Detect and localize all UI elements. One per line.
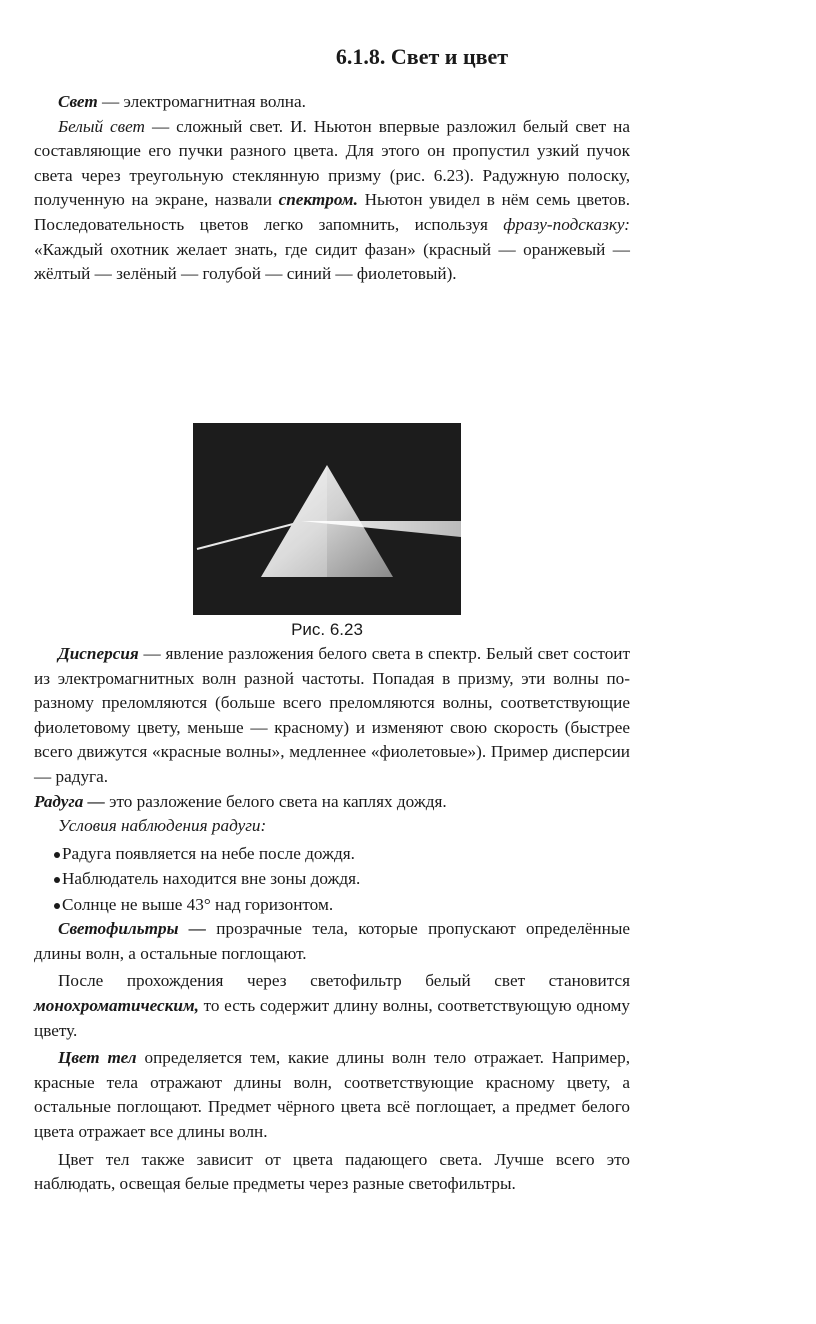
condition-text: Радуга появляется на небе после дождя. (62, 843, 355, 863)
prism-illustration (193, 423, 461, 615)
list-item (34, 841, 630, 867)
white-light-text-b: Ньютон увидел в нём семь цветов. Последовательность цветов легко запомнить, используя (34, 190, 630, 234)
term-white-light: Белый свет (58, 116, 145, 136)
white-light-text-a: — сложный свет. И. Ньютон впервые разложил белый свет на составляющие его пучки разного цвета. Для этого он пропустил узкий пучок света через треугольную стеклянную призму (рис. 6.23). Радужную полоску, полученную на экране, назвали (34, 116, 630, 210)
term-filters: Светофильтры — (58, 919, 206, 939)
list-item (34, 892, 630, 918)
paragraph-body-color (34, 1046, 630, 1144)
monochromatic-text-b: то есть содержит длину волны, соответствующую одному цвету. (34, 996, 630, 1040)
bullet-icon (54, 852, 60, 858)
prism-figure (193, 423, 461, 615)
conditions-list (34, 841, 630, 918)
bullet-icon (54, 877, 60, 883)
term-body-color: Цвет тел (58, 1048, 137, 1068)
body-color-text: определяется тем, какие длины волн тело отражает. Например, красные тела отражают длины волн, соответствующие красному цвету, а остальные поглощают. Предмет чёрного цвета всё поглощает, а предмет белого цвета отражает все длины волн. (34, 1048, 630, 1141)
condition-text: Солнце не выше 43° над горизонтом. (62, 894, 334, 914)
paragraph-filters (34, 917, 630, 966)
intro-block (34, 90, 630, 287)
rainbow-text: это разложение белого света на каплях дождя. (104, 791, 447, 811)
dispersion-text: — явление разложения белого света в спектр. Белый свет состоит из электромагнитных волн разной частоты. Попадая в призму, эти волны по-разному преломляются (больше всего преломляются волны, соответствующие фиолетовому цвету, меньше — красному) и изменяют свою скорость (быстрее всего движутся «красные волны», медленнее «фиолетовые»). Пример дисперсии — радуга. (34, 644, 630, 786)
light-definition-text: — электромагнитная волна. (97, 92, 306, 111)
figure-caption: Рис. 6.23 (291, 620, 363, 639)
term-light: Свет (58, 92, 98, 111)
white-light-text-c: «Каждый охотник желает знать, где сидит фазан» (красный — оранжевый — жёлтый — зелёный — голубой — синий — фиолетовый). (34, 239, 630, 284)
bullet-icon (54, 903, 60, 909)
monochromatic-text-a: После прохождения через светофильтр белый свет становится (58, 971, 630, 991)
term-spectrum: спектром. (278, 190, 358, 210)
term-mnemonic: фразу-подсказку: (503, 214, 630, 234)
paragraph-dispersion (34, 642, 630, 790)
paragraph-monochromatic (34, 969, 630, 1043)
paragraph-white-light (34, 115, 630, 287)
section-title: 6.1.8. Свет и цвет (335, 44, 509, 69)
paragraph-rainbow (34, 790, 630, 815)
paragraph-incident-light: Цвет тел также зависит от цвета падающего света. Лучше всего это наблюдать, освещая белые предметы через разные светофильтры. (34, 1149, 630, 1194)
term-dispersion: Дисперсия (58, 644, 139, 663)
dispersion-block (34, 642, 630, 1197)
term-monochromatic: монохроматическим, (34, 996, 199, 1016)
conditions-heading: Условия наблюдения радуги: (58, 816, 267, 836)
list-item (34, 866, 630, 892)
term-rainbow: Радуга — (34, 791, 105, 811)
filters-text: прозрачные тела, которые пропускают определённые длины волн, а остальные поглощают. (34, 919, 630, 963)
paragraph-light-definition (34, 90, 630, 115)
condition-text: Наблюдатель находится вне зоны дождя. (62, 869, 361, 889)
